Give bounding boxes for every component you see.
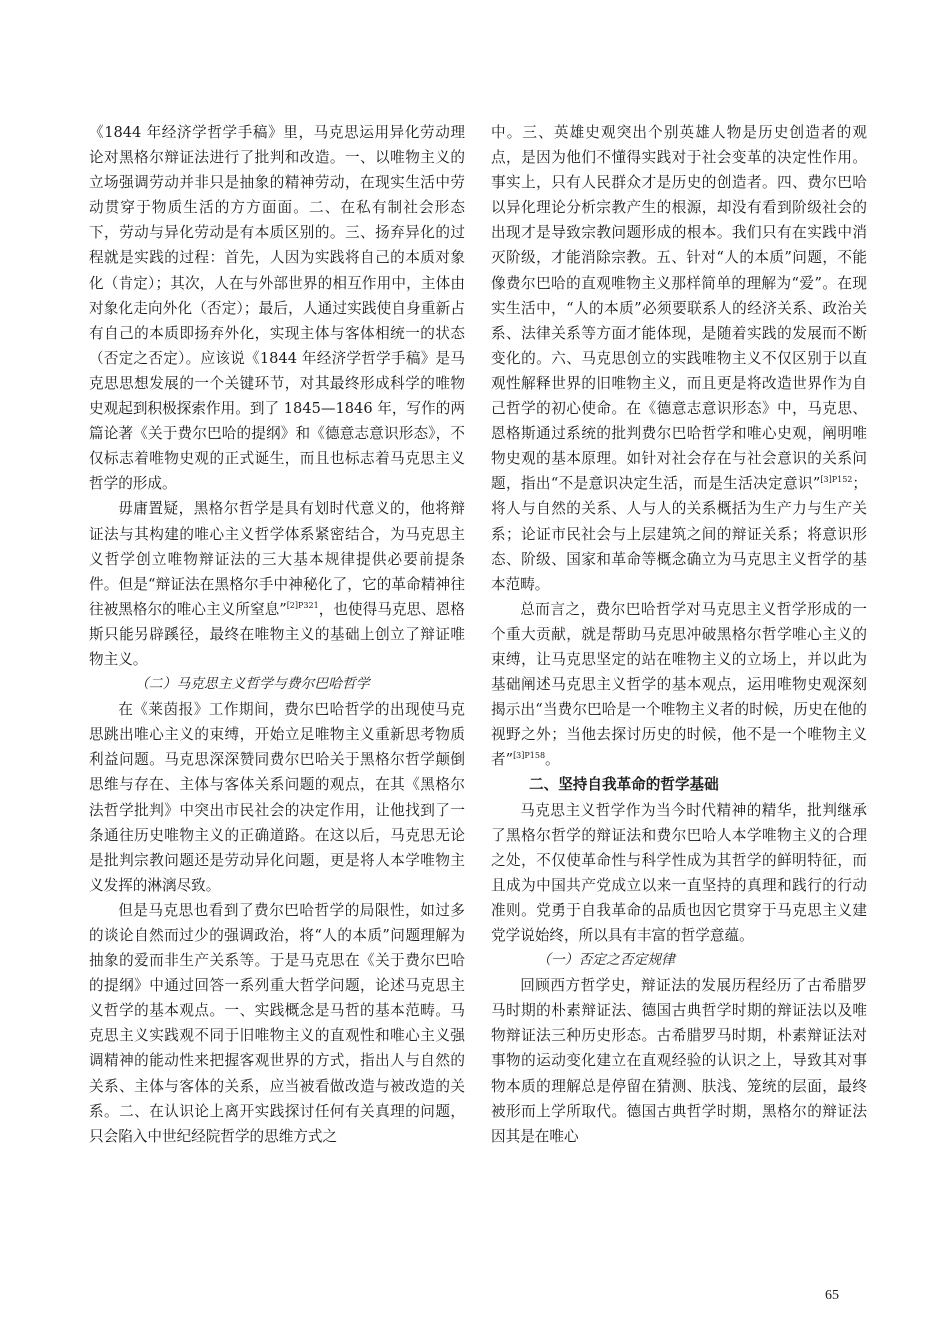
paragraph-text: 中。三、英雄史观突出个别英雄人物是历史创造者的观点，是因为他们不懂得实践对于社会变革的决定性作用。事实上，只有人民群众才是历史的创造者。四、费尔巴哈以异化理论分析宗教产生的根源，却没有看到阶级社会的出现才是导致宗教问题形成的根本。我们只有在实践中消灭阶级，才能消除宗教。五、针对“人的本质”问题，不能像费尔巴哈的直观唯物主义那样简单的理解为“爱”。在现实生活中，“人的本质”必须要联系人的经济关系、政治关系、法律关系等方面才能体现，是随着实践的发展而不断变化的。六、马克思创立的实践唯物主义不仅区别于以直观性解释世界的旧唯物主义，而且更是将改造世界作为自己哲学的初心使命。在《德意志意识形态》中，马克思、恩格斯通过系统的批判费尔巴哈哲学和唯心史观，阐明唯物史观的基本原理。如针对社会存在与社会意识的关系问题，指出“不是意识决定生活，而是生活决定意识” xyxy=(491,124,867,493)
paragraph-text: 总而言之，费尔巴哈哲学对马克思主义哲学形成的一个重大贡献，就是帮助马克思冲破黑格尔哲学唯心主义的束缚，让马克思坚定的站在唯物主义的立场上，并以此为基础阐述马克思主义哲学的基本观点，运用唯物史观深刻揭示出“当费尔巴哈是一个唯物主义者的时候，历史在他的视野之外；当他去探讨历史的时候，他不是一个唯物主义者” xyxy=(491,600,867,769)
paragraph: 回顾西方哲学史，辩证法的发展历程经历了古希腊罗马时期的朴素辩证法、德国古典哲学时期的辩证法以及唯物辩证法三种历史形态。古希腊罗马时期，朴素辩证法对事物的运动变化建立在直观经验的认识之上，导致其对事物本质的理解总是停留在猜测、肤浅、笼统的层面，最终被形而上学所取代。德国古典哲学时期，黑格尔的辩证法因其是在唯心 xyxy=(491,977,867,1145)
paragraph-text: 。 xyxy=(545,751,560,769)
left-column xyxy=(89,120,465,1149)
right-column xyxy=(491,120,867,1149)
paragraph-text: ，也使得马克思、恩格斯只能另辟蹊径，最终在唯物主义的基础上创立了辩证唯物主义。 xyxy=(89,600,465,668)
subsection-heading: （一）否定之否定规律 xyxy=(537,952,675,969)
page-number: 65 xyxy=(825,1288,839,1303)
citation: [3]P152 xyxy=(820,475,853,485)
paragraph: 但是马克思也看到了费尔巴哈哲学的局限性，如过多的谈论自然而过少的强调政治，将“人的本质”问题理解为抽象的爱而非生产关系等。于是马克思在《关于费尔巴哈的提纲》中通过回答一系列重大哲学问题，论述马克思主义哲学的基本观点。一、实践概念是马哲的基本范畴。马克思主义实践观不同于旧唯物主义的直观性和唯心主义强调精神的能动性来把握客观世界的方式，指出人与自然的关系、主体与客体的关系，应当被看做改造与被改造的关系。二、在认识论上离开实践探讨任何有关真理的问题，只会陷入中世纪经院哲学的思维方式之 xyxy=(89,901,465,1145)
citation: [3]P158 xyxy=(513,751,546,761)
paragraph: 在《莱茵报》工作期间，费尔巴哈哲学的出现使马克思跳出唯心主义的束缚，开始立足唯物主义重新思考物质利益问题。马克思深深赞同费尔巴哈关于黑格尔哲学颠倒思维与存在、主体与客体关系问题的观点，在其《黑格尔法哲学批判》中突出市民社会的决定作用，让他找到了一条通往历史唯物主义的正确道路。在这以后，马克思无论是批判宗教问题还是劳动异化问题，更是将人本学唯物主义发挥的淋漓尽致。 xyxy=(89,701,465,894)
section-heading: 二、坚持自我革命的哲学基础 xyxy=(529,776,719,794)
paragraph xyxy=(89,496,465,672)
citation: [2]P321 xyxy=(286,600,319,610)
paragraph: 马克思主义哲学作为当今时代精神的精华，批判继承了黑格尔哲学的辩证法和费尔巴哈人本学唯物主义的合理之处，不仅使革命性与科学性成为其哲学的鲜明特征，而且成为中国共产党成立以来一直坚持的真理和践行的行动准则。党勇于自我革命的品质也因它贯穿于马克思主义建党学说始终，所以具有丰富的哲学意蕴。 xyxy=(491,801,867,944)
paragraph: 《1844 年经济学哲学手稿》里，马克思运用异化劳动理论对黑格尔辩证法进行了批判和改造。一、以唯物主义的立场强调劳动并非只是抽象的精神劳动，在现实生活中劳动贯穿于物质生活的方方面面。二、在私有制社会形态下，劳动与异化劳动是有本质区别的。三、扬弃异化的过程就是实践的过程：首先，人因为实践将自己的本质对象化（肯定）；其次，人在与外部世界的相互作用中，主体由对象化走向外化（否定）；最后，人通过实践使自身重新占有自己的本质即扬弃外化，实现主体与客体相统一的状态（否定之否定）。应该说《1844 年经济学哲学手稿》是马克思思想发展的一个关键环节，对其最终形成科学的唯物史观起到积极探索作用。到了 1845—1846 年，写作的两篇论著《关于费尔巴哈的提纲》和《德意志意识形态》，不仅标志着唯物史观的正式诞生，而且也标志着马克思主义哲学的形成。 xyxy=(89,124,465,493)
paragraph-text: ；将人与自然的关系、人与人的关系概括为生产力与生产关系；论证市民社会与上层建筑之间的辩证关系；将意识形态、阶级、国家和革命等概念确立为马克思主义哲学的基本范畴。 xyxy=(491,475,867,593)
paragraph xyxy=(491,120,867,597)
section-heading: （二）马克思主义哲学与费尔巴哈哲学 xyxy=(135,676,370,693)
paragraph xyxy=(491,597,867,773)
paragraph-text: 毋庸置疑，黑格尔哲学是具有划时代意义的，他将辩证法与其构建的唯心主义哲学体系紧密结合，为马克思主义哲学创立唯物辩证法的三大基本规律提供必要前提条件。但是“辩证法在黑格尔手中神秘化了，它的革命精神往往被黑格尔的唯心主义所窒息” xyxy=(89,500,465,618)
